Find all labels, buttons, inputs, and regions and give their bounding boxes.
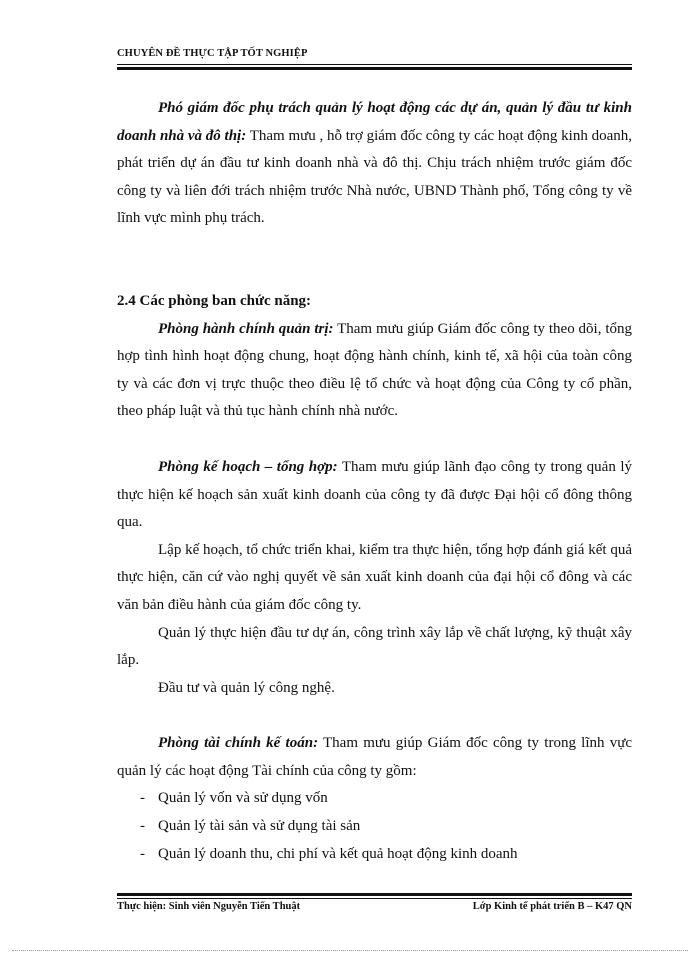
footer-rule-thin [117, 898, 632, 899]
footer-class: Lớp Kinh tế phát triển B – K47 QN [472, 901, 632, 912]
paragraph-text: Tham mưu giúp Giám đốc công ty trong lĩnh vực quản lý các hoạt động Tài chính của công ty gồm: [117, 735, 632, 779]
paragraph-text: Tham mưu giúp lãnh đạo công ty trong quản lý thực hiện kế hoạch sản xuất kinh doanh của công ty đã được Đại hội cổ đông thông qua. [117, 458, 632, 531]
paragraph-finance-dept [117, 730, 632, 785]
paragraph-admin-dept [117, 316, 632, 426]
paragraph-vice-director [117, 95, 632, 233]
header-rule-thick [117, 67, 632, 70]
list-item [117, 785, 632, 813]
header-title: CHUYÊN ĐỀ THỰC TẬP TỐT NGHIỆP [117, 48, 308, 59]
paragraph-title: Phòng kế hoạch – tổng hợp: [158, 458, 338, 475]
page-edge-dotted-line [12, 950, 688, 951]
header-rule-thin [117, 64, 632, 65]
spacer [117, 426, 632, 454]
paragraph-title: Phòng hành chính quản trị: [158, 320, 334, 337]
paragraph-project-management: Quản lý thực hiện đầu tư dự án, công trình xây lắp về chất lượng, kỹ thuật xây lắp. [117, 624, 632, 669]
bullet-mark: - [140, 845, 145, 862]
paragraph-text: Tham mưu giúp Giám đốc công ty theo dõi, tổng hợp tình hình hoạt động chung, hoạt động hành chính, kinh tế, xã hội của toàn công ty và các đơn vị trực thuộc theo điều lệ tổ chức và hoạt động của Công ty cổ phần, theo pháp luật và thủ tục hành chính nhà nước. [117, 320, 632, 420]
paragraph-text: Tham mưu , hỗ trợ giám đốc công ty các hoạt động kinh doanh, phát triển dự án đầu tư kinh doanh nhà và đô thị. Chịu trách nhiệm trước giám đốc công ty và liên đới trách nhiệm trước Nhà nước, UBND Thành phố, Tổng công ty về lĩnh vực mình phụ trách. [117, 127, 632, 227]
list-item-text: Quản lý vốn và sử dụng vốn [158, 790, 328, 807]
paragraph-title: Phó giám đốc phụ trách quản lý hoạt động các dự án, quản lý đầu tư kinh doanh nhà và đô thị: [117, 100, 632, 144]
paragraph-planning-dept [117, 454, 632, 537]
paragraph-title: Phòng tài chính kế toán: [158, 735, 319, 752]
document-body [117, 95, 632, 868]
paragraph-technology: Đầu tư và quản lý công nghệ. [158, 679, 335, 696]
bullet-mark: - [140, 818, 145, 835]
spacer [117, 233, 632, 288]
spacer [117, 702, 632, 730]
bullet-mark: - [140, 790, 145, 807]
list-item-text: Quản lý doanh thu, chi phí và kết quả hoạt động kinh doanh [158, 845, 518, 862]
paragraph-planning-tasks: Lập kế hoạch, tổ chức triển khai, kiểm tra thực hiện, tổng hợp đánh giá kết quả thực hiện, căn cứ vào nghị quyết về sản xuất kinh doanh của đại hội cổ đông và các văn bản điều hành của giám đốc công ty. [117, 541, 632, 613]
list-item-text: Quản lý tài sản và sử dụng tài sản [158, 818, 361, 835]
list-item [117, 841, 632, 869]
footer-rule-thick [117, 893, 632, 896]
section-heading: 2.4 Các phòng ban chức năng: [117, 292, 312, 309]
footer-author: Thực hiện: Sinh viên Nguyễn Tiến Thuật [117, 901, 301, 912]
list-item [117, 813, 632, 841]
